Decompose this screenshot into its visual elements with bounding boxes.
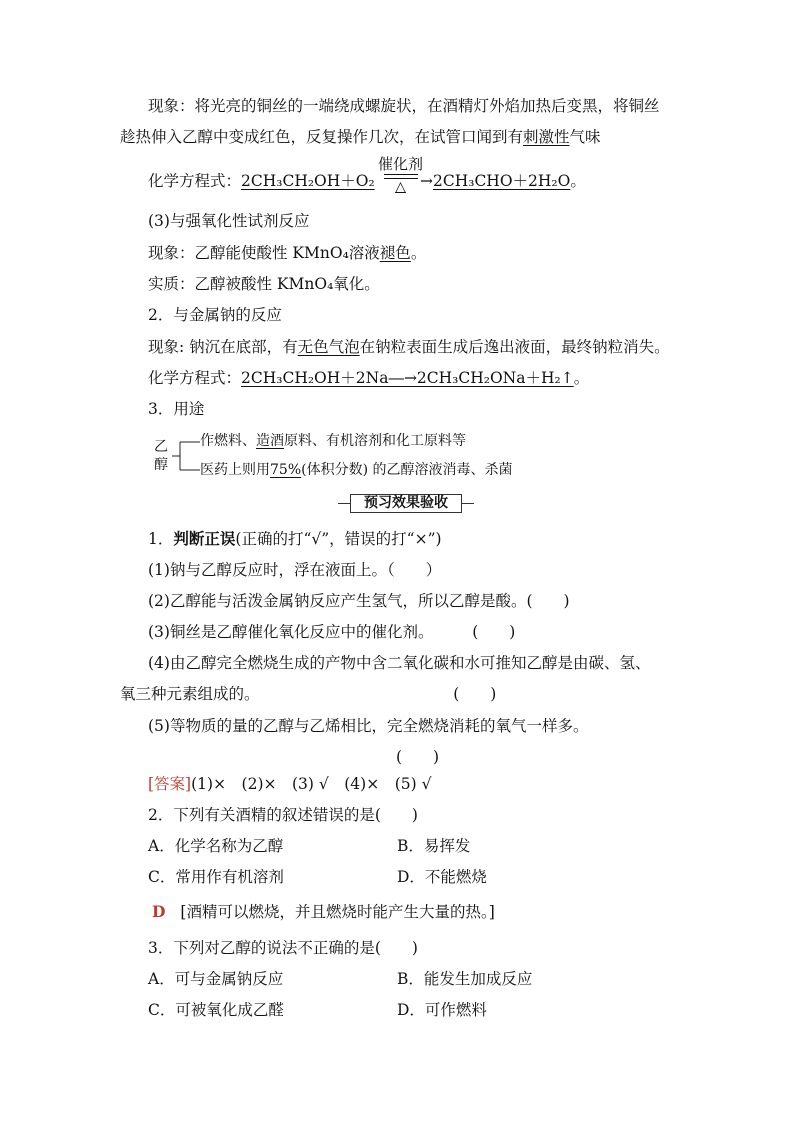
q1-item-3: (3)铜丝是乙醇催化氧化反应中的催化剂。 ( ) [148, 623, 516, 641]
section-3-title: (3)与强氧化性试剂反应 [148, 212, 310, 230]
uses-root-bottom: 醇 [154, 457, 168, 473]
kmno4-end: 。 [410, 244, 427, 262]
equation-2 [148, 367, 589, 389]
equation-1-left [148, 170, 375, 192]
q1-answer [148, 773, 431, 795]
equation-2-body: 2CH₃CH₂OH＋2Na―→2CH₃CH₂ONa＋H₂↑ [241, 369, 574, 387]
q1-title-rest: (正确的打“√”，错误的打“×”) [235, 530, 442, 548]
branch-1-text: 作燃料、 [200, 433, 256, 449]
branch-2-text: 医药上则用 [200, 462, 270, 478]
bracket-lines [170, 436, 204, 476]
q1-item-1: (1)钠与乙醇反应时，浮在液面上。（ ） [148, 561, 442, 579]
equation-label: 化学方程式： [148, 172, 242, 190]
q3-option-a: A．可与金属钠反应 [148, 970, 284, 988]
equation-products: 2CH₃CHO＋2H₂O [433, 172, 571, 190]
phenomenon-line-2 [120, 126, 601, 148]
q1-item-4: (4)由乙醇完全燃烧生成的产物中含二氧化碳和水可推知乙醇是由碳、氢、 [148, 654, 651, 672]
uses-title: 3．用途 [148, 400, 205, 418]
q2-answer [152, 901, 495, 923]
q3-option-d: D．可作燃料 [397, 1001, 487, 1019]
q1-item-5: (5)等物质的量的乙醇与乙烯相比，完全燃烧消耗的氧气一样多。 [148, 717, 589, 735]
catalyst-label: 催化剂 [378, 155, 424, 173]
q3-option-b: B．能发生加成反应 [397, 970, 533, 988]
branch-2-text-end: (体积分数) 的乙醇溶液消毒、杀菌 [301, 462, 513, 478]
banner-label: 预习效果验收 [350, 494, 462, 513]
equation-2-end: 。 [573, 369, 590, 387]
equation-label: 化学方程式： [148, 369, 242, 387]
q1-item-4-cont: 氧三种元素组成的。 ( ) [120, 685, 497, 703]
equals-bar-top [384, 174, 418, 175]
uses-branch-1 [200, 432, 466, 450]
q1-item-5-blank: ( ) [396, 748, 440, 766]
q2-option-c: C．常用作有机溶剂 [148, 868, 284, 886]
percentage-keyword: 75% [270, 462, 302, 478]
equation-1-right [420, 170, 586, 192]
q1-number: 1． [148, 530, 174, 548]
branch-1-text-end: 原料、有机溶剂和化工原料等 [284, 433, 466, 449]
section-3-phenomenon [148, 242, 426, 264]
q2-answer-explanation: [酒精可以燃烧，并且燃烧时能产生大量的热。] [180, 903, 495, 921]
q3-title: 3．下列对乙醇的说法不正确的是( ) [148, 939, 418, 957]
catalyst-condition [378, 155, 423, 195]
q2-option-a: A．化学名称为乙醇 [148, 837, 284, 855]
decolor-keyword: 褪色 [379, 244, 411, 262]
phenomenon-text: 趁热伸入乙醇中变成红色，反复操作几次，在试管口闻到有 [120, 128, 524, 146]
sodium-text: 现象: 钠沉在底部，有 [148, 338, 298, 356]
answer-values: (1)× (2)× (3) √ (4)× (5) √ [191, 775, 432, 793]
q2-title: 2．下列有关酒精的叙述错误的是( ) [148, 806, 418, 824]
arrow-glyph: → [420, 172, 433, 190]
phenomenon-line-1: 现象：将光亮的铜丝的一端绕成螺旋状，在酒精灯外焰加热后变黑，将铜丝 [148, 97, 660, 115]
heat-symbol: △ [395, 179, 406, 195]
sodium-phenomenon [148, 336, 670, 358]
phenomenon-text-end: 气味 [569, 128, 601, 146]
wine-making-keyword: 造酒 [256, 433, 284, 449]
sodium-text-end: 在钠粒表面生成后逸出液面，最终钠粒消失。 [359, 338, 670, 356]
section-3-essence: 实质：乙醇被酸性 KMnO₄氧化。 [148, 275, 380, 293]
uses-branch-2 [200, 461, 513, 479]
equation-end: 。 [570, 172, 586, 190]
q2-option-d: D．不能燃烧 [397, 868, 487, 886]
section-2-title: 2．与金属钠的反应 [148, 306, 282, 324]
kmno4-text: 现象：乙醇能使酸性 KMnO₄溶液 [148, 244, 380, 262]
colorless-bubbles-keyword: 无色气泡 [297, 338, 360, 356]
equation-reactants: 2CH₃CH₂OH＋O₂ [241, 172, 375, 190]
uses-root-top: 乙 [154, 439, 168, 455]
pungent-keyword: 刺激性 [523, 128, 570, 146]
q1-title-bold: 判断正误 [173, 529, 236, 548]
q1-item-2: (2)乙醇能与活泼金属钠反应产生氢气，所以乙醇是酸。( ) [148, 592, 570, 610]
section-banner [338, 494, 474, 512]
q3-option-c: C．可被氧化成乙醛 [148, 1001, 284, 1019]
q1-title [148, 528, 442, 550]
q2-answer-letter: D [152, 902, 166, 921]
answer-tag: [答案] [148, 775, 192, 793]
q2-option-b: B．易挥发 [397, 837, 471, 855]
